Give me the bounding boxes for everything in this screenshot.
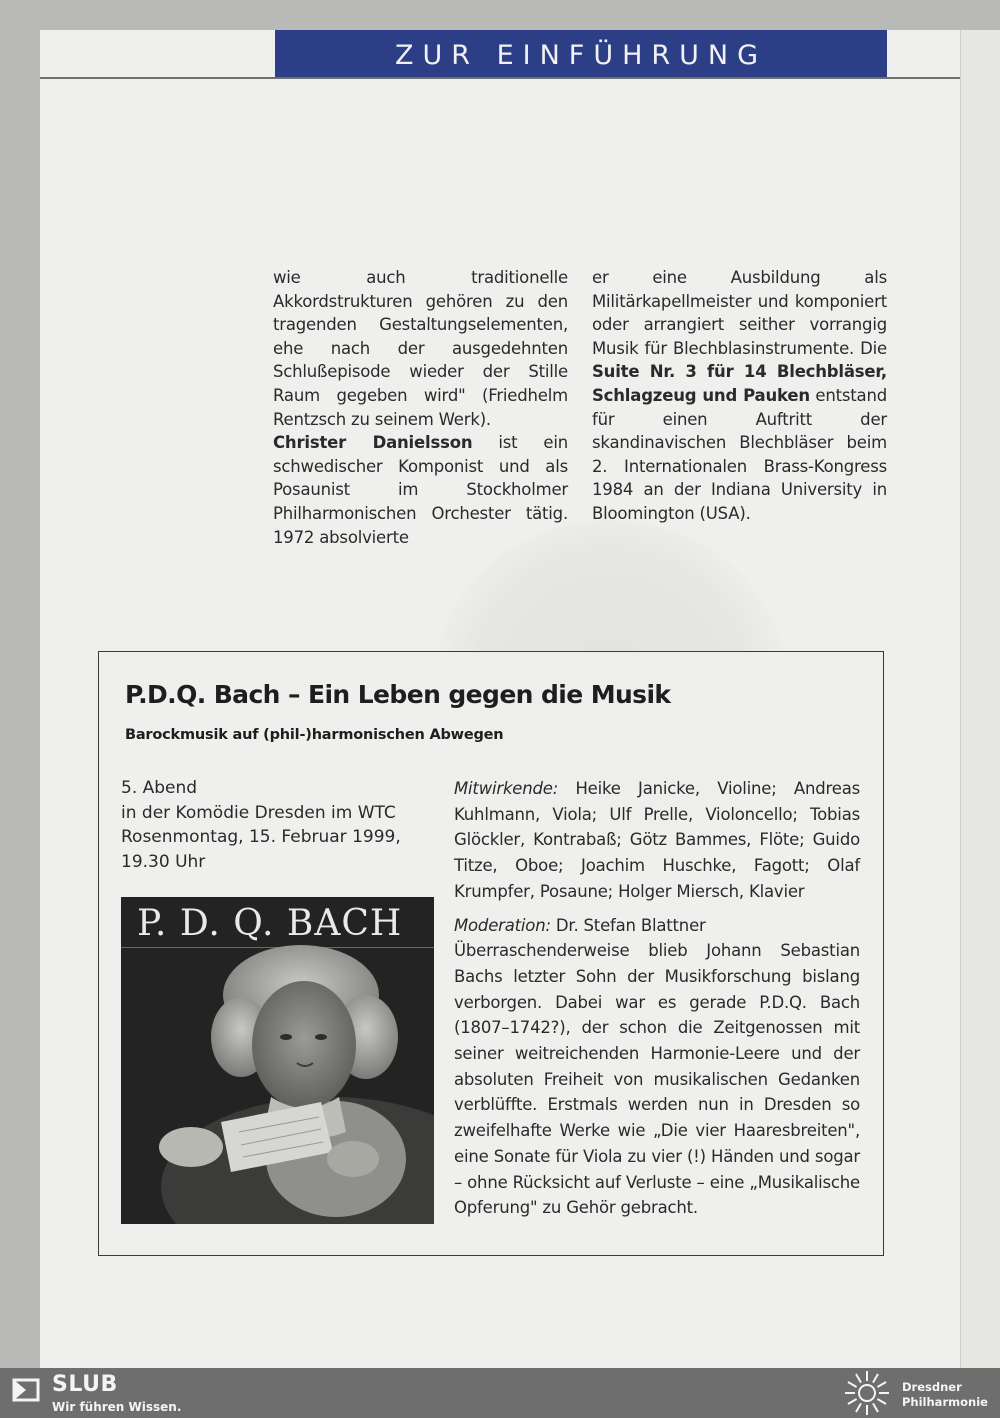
event-date: Rosenmontag, 15. Februar 1999,: [121, 827, 401, 847]
event-number: 5. Abend: [121, 778, 198, 798]
text-column-left: [273, 266, 568, 549]
event-description: [454, 776, 860, 1221]
paragraph: er eine Ausbildung als Militärkapellmeister und komponiert oder arrangiert seither vorrangig Musik für Blechblasinstrumente. Die Suite Nr. 3 für 14 Blechbläser, Schlagzeug und Pauken entstand für einen Auftritt der skandinavischen Blechbläser beim 2. Internationalen Brass-Kongress 1984 an der Indiana University in Bloomington (USA).: [592, 268, 887, 523]
work-title: Suite Nr. 3 für 14 Blechbläser, Schlagzeug und Pauken: [592, 362, 887, 405]
description-text: Überraschenderweise blieb Johann Sebastian Bachs letzter Sohn der Musikforschung bislang verborgen. Dabei war es gerade P.D.Q. Bach (1807–1742?), der schon die Zeitgenossen mit seiner weitreichenden Harmonie-Leere und der absoluten Freiheit von musikalischen Gedanken verblüffte. Erstmals werden nun in Dresden so zweifelhafte Werke wie „Die vier Haaresbreiten", eine Sonate für Viola zu vier (!) Händen und sogar – ohne Rücksicht auf Verluste – eine „Musikalische Opferung" zu Gehör gebracht.: [454, 941, 860, 1218]
paragraph: wie auch traditionelle Akkordstrukturen gehören zu den tragenden Gestaltungselementen, ehe nach der ausgedehnten Schlußepisode wieder der Stille Raum gegeben wird" (Friedhelm Rentzsch zu seinem Werk).: [273, 268, 568, 429]
portrait-caption: P. D. Q. BACH: [137, 903, 403, 944]
event-details: [121, 776, 421, 874]
moderation: Moderation: Dr. Stefan Blattner: [454, 915, 706, 935]
slub-name: SLUB: [52, 1372, 118, 1397]
event-time: 19.30 Uhr: [121, 851, 206, 872]
slub-logo-icon: [12, 1376, 40, 1404]
portrait-illustration: [121, 897, 434, 1224]
performers-label: Mitwirkende:: [454, 779, 559, 798]
section-header: [275, 30, 887, 78]
event-box: [98, 651, 884, 1256]
sunburst-logo-icon: [842, 1370, 892, 1416]
moderation-label: Moderation:: [454, 915, 551, 935]
header-rule: [40, 77, 960, 79]
event-title: P.D.Q. Bach – Ein Leben gegen die Musik: [125, 680, 671, 709]
event-subtitle: Barockmusik auf (phil-)harmonischen Abwegen: [125, 727, 504, 743]
paragraph: Christer Danielsson ist ein schwedischer Komponist und als Posaunist im Stockholmer Philharmonischen Orchester tätig. 1972 absolvierte: [273, 433, 569, 547]
section-title: ZUR EINFÜHRUNG: [394, 40, 768, 71]
footer-bar: [0, 1368, 1000, 1418]
text-column-right: [592, 266, 887, 526]
composer-name: Christer Danielsson: [273, 433, 473, 453]
event-venue: in der Komödie Dresden im WTC: [121, 802, 396, 823]
spacer: [454, 905, 860, 913]
pdq-bach-portrait: [121, 897, 434, 1224]
performers: Mitwirkende: Heike Janicke, Violine; Andreas Kuhlmann, Viola; Ulf Prelle, Violoncello; Tobias Glöckler, Kontrabaß; Götz Bammes, Flöte; Guido Titze, Oboe; Joachim Huschke, Fagott; Olaf Krumpfer, Posaune; Holger Miersch, Klavier: [454, 779, 860, 901]
philharmonie-name-line2: Philharmonie: [902, 1395, 988, 1409]
slub-tagline: Wir führen Wissen.: [52, 1400, 182, 1414]
next-page-edge: [960, 30, 1000, 1368]
philharmonie-name-line1: Dresdner: [902, 1380, 962, 1394]
